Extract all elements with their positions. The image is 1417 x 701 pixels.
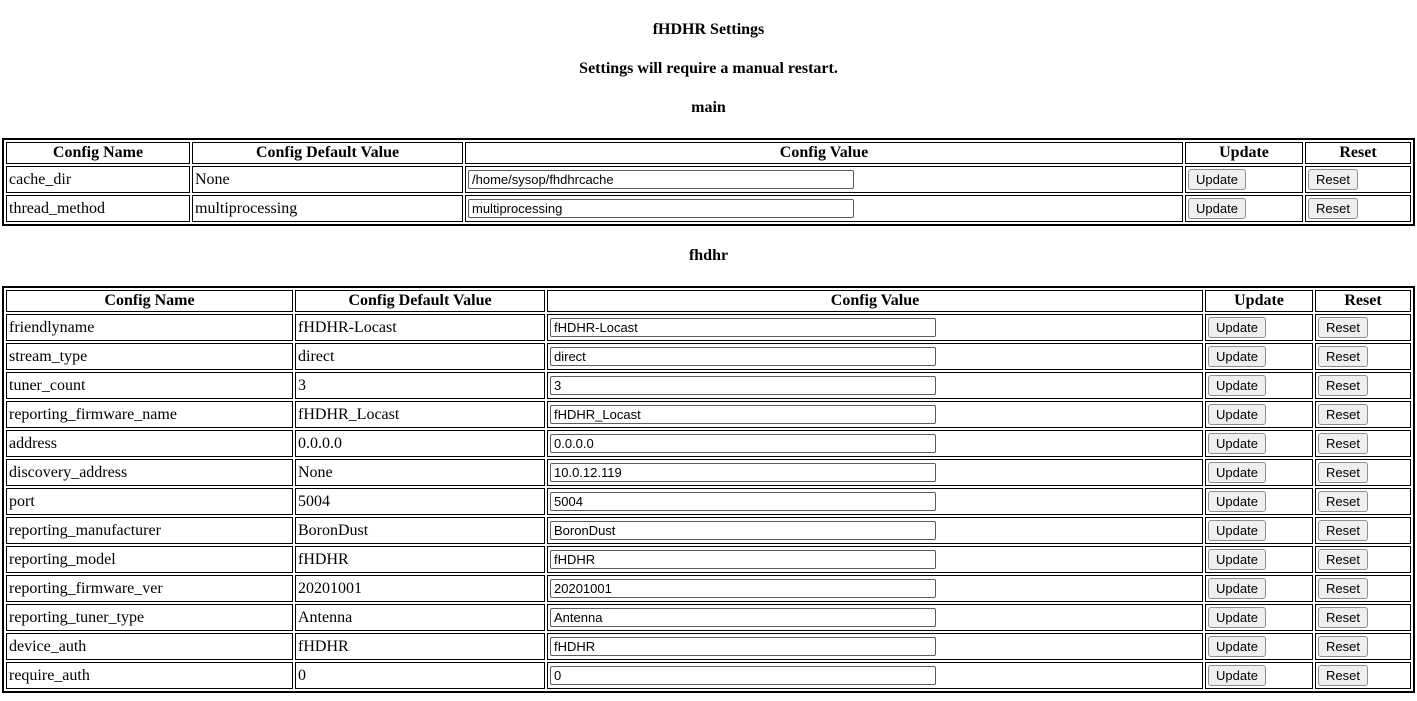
column-header-config-name: Config Name (6, 290, 293, 312)
config-value-cell (547, 459, 1203, 486)
config-value-cell (547, 401, 1203, 428)
update-button[interactable]: Update (1208, 375, 1266, 396)
update-button[interactable]: Update (1208, 578, 1266, 599)
reset-cell (1315, 575, 1411, 602)
config-name-cell: reporting_model (6, 546, 293, 573)
column-header-config-name: Config Name (6, 142, 190, 164)
column-header-config-value: Config Value (547, 290, 1203, 312)
update-cell (1205, 662, 1313, 689)
config-value-input[interactable] (468, 170, 854, 189)
update-cell (1205, 488, 1313, 515)
update-button[interactable]: Update (1188, 169, 1246, 190)
column-header-reset: Reset (1305, 142, 1411, 164)
reset-cell (1315, 459, 1411, 486)
config-name-cell: stream_type (6, 343, 293, 370)
config-value-cell (547, 430, 1203, 457)
config-name-cell: require_auth (6, 662, 293, 689)
config-value-input[interactable] (550, 463, 936, 482)
update-cell (1205, 343, 1313, 370)
config-value-input[interactable] (550, 550, 936, 569)
update-button[interactable]: Update (1208, 549, 1266, 570)
config-value-cell (547, 604, 1203, 631)
reset-button[interactable]: Reset (1308, 198, 1358, 219)
table-row (6, 314, 1411, 341)
config-value-cell (547, 662, 1203, 689)
config-default-value-cell: 3 (295, 372, 545, 399)
update-cell (1205, 430, 1313, 457)
update-button[interactable]: Update (1208, 491, 1266, 512)
reset-button[interactable]: Reset (1318, 520, 1368, 541)
config-value-cell (465, 166, 1183, 193)
reset-cell (1315, 517, 1411, 544)
config-name-cell: discovery_address (6, 459, 293, 486)
reset-cell (1315, 546, 1411, 573)
config-value-input[interactable] (550, 579, 936, 598)
config-default-value-cell: None (192, 166, 463, 193)
table-row (6, 343, 1411, 370)
reset-cell (1315, 488, 1411, 515)
config-name-cell: address (6, 430, 293, 457)
config-value-cell (547, 314, 1203, 341)
column-header-update: Update (1185, 142, 1303, 164)
config-value-input[interactable] (550, 608, 936, 627)
config-table-main (2, 138, 1415, 226)
reset-button[interactable]: Reset (1308, 169, 1358, 190)
table-row (6, 662, 1411, 689)
config-value-input[interactable] (550, 405, 936, 424)
config-value-input[interactable] (550, 376, 936, 395)
table-row (6, 401, 1411, 428)
reset-cell (1315, 633, 1411, 660)
update-cell (1205, 604, 1313, 631)
reset-cell (1305, 195, 1411, 222)
reset-button[interactable]: Reset (1318, 578, 1368, 599)
update-button[interactable]: Update (1188, 198, 1246, 219)
config-value-input[interactable] (550, 347, 936, 366)
section-heading-main: main (691, 99, 726, 116)
update-cell (1205, 372, 1313, 399)
page-title: fHDHR Settings (652, 21, 765, 38)
reset-cell (1305, 166, 1411, 193)
update-cell (1205, 517, 1313, 544)
column-header-config-default-value: Config Default Value (192, 142, 463, 164)
reset-button[interactable]: Reset (1318, 549, 1368, 570)
update-button[interactable]: Update (1208, 462, 1266, 483)
reset-cell (1315, 314, 1411, 341)
reset-cell (1315, 604, 1411, 631)
update-button[interactable]: Update (1208, 317, 1266, 338)
reset-button[interactable]: Reset (1318, 346, 1368, 367)
update-cell (1185, 195, 1303, 222)
config-default-value-cell: BoronDust (295, 517, 545, 544)
config-value-cell (547, 372, 1203, 399)
reset-button[interactable]: Reset (1318, 665, 1368, 686)
config-name-cell: friendlyname (6, 314, 293, 341)
table-row (6, 546, 1411, 573)
table-header-row (6, 142, 1411, 164)
config-table-fhdhr (2, 286, 1415, 693)
table-row (6, 195, 1411, 222)
update-cell (1205, 459, 1313, 486)
update-cell (1185, 166, 1303, 193)
column-header-config-value: Config Value (465, 142, 1183, 164)
table-row (6, 488, 1411, 515)
table-header-row (6, 290, 1411, 312)
update-button[interactable]: Update (1208, 665, 1266, 686)
reset-button[interactable]: Reset (1318, 491, 1368, 512)
config-default-value-cell: multiprocessing (192, 195, 463, 222)
table-row (6, 430, 1411, 457)
config-value-cell (465, 195, 1183, 222)
section-heading-fhdhr: fhdhr (688, 247, 729, 264)
reset-cell (1315, 662, 1411, 689)
config-value-input[interactable] (468, 199, 854, 218)
config-value-cell (547, 546, 1203, 573)
config-value-cell (547, 343, 1203, 370)
config-value-input[interactable] (550, 521, 936, 540)
table-row (6, 604, 1411, 631)
reset-button[interactable]: Reset (1318, 317, 1368, 338)
reset-cell (1315, 372, 1411, 399)
update-cell (1205, 633, 1313, 660)
update-button[interactable]: Update (1208, 346, 1266, 367)
table-row (6, 517, 1411, 544)
update-button[interactable]: Update (1208, 520, 1266, 541)
config-name-cell: reporting_firmware_name (6, 401, 293, 428)
update-button[interactable]: Update (1208, 433, 1266, 454)
update-button[interactable]: Update (1208, 607, 1266, 628)
column-header-config-default-value: Config Default Value (295, 290, 545, 312)
config-default-value-cell: fHDHR (295, 633, 545, 660)
reset-button[interactable]: Reset (1318, 433, 1368, 454)
reset-button[interactable]: Reset (1318, 607, 1368, 628)
config-default-value-cell: 0.0.0.0 (295, 430, 545, 457)
update-cell (1205, 314, 1313, 341)
reset-button[interactable]: Reset (1318, 636, 1368, 657)
update-cell (1205, 575, 1313, 602)
config-value-cell (547, 633, 1203, 660)
reset-button[interactable]: Reset (1318, 404, 1368, 425)
table-row (6, 575, 1411, 602)
config-default-value-cell: fHDHR (295, 546, 545, 573)
update-button[interactable]: Update (1208, 636, 1266, 657)
config-name-cell: device_auth (6, 633, 293, 660)
config-value-cell (547, 575, 1203, 602)
table-row (6, 633, 1411, 660)
config-value-input[interactable] (550, 434, 936, 453)
config-name-cell: thread_method (6, 195, 190, 222)
table-row (6, 372, 1411, 399)
config-name-cell: port (6, 488, 293, 515)
page-subtitle: Settings will require a manual restart. (579, 60, 838, 77)
update-cell (1205, 546, 1313, 573)
table-row (6, 459, 1411, 486)
config-name-cell: reporting_firmware_ver (6, 575, 293, 602)
config-default-value-cell: Antenna (295, 604, 545, 631)
config-name-cell: tuner_count (6, 372, 293, 399)
config-default-value-cell: None (295, 459, 545, 486)
config-default-value-cell: fHDHR-Locast (295, 314, 545, 341)
reset-button[interactable]: Reset (1318, 375, 1368, 396)
reset-button[interactable]: Reset (1318, 462, 1368, 483)
config-value-input[interactable] (550, 666, 936, 685)
config-value-input[interactable] (550, 492, 936, 511)
column-header-reset: Reset (1315, 290, 1411, 312)
table-row (6, 166, 1411, 193)
update-button[interactable]: Update (1208, 404, 1266, 425)
config-name-cell: cache_dir (6, 166, 190, 193)
config-value-cell (547, 488, 1203, 515)
config-name-cell: reporting_tuner_type (6, 604, 293, 631)
column-header-update: Update (1205, 290, 1313, 312)
config-default-value-cell: direct (295, 343, 545, 370)
config-default-value-cell: 5004 (295, 488, 545, 515)
config-value-input[interactable] (550, 318, 936, 337)
reset-cell (1315, 401, 1411, 428)
config-default-value-cell: 0 (295, 662, 545, 689)
update-cell (1205, 401, 1313, 428)
reset-cell (1315, 343, 1411, 370)
config-name-cell: reporting_manufacturer (6, 517, 293, 544)
config-default-value-cell: 20201001 (295, 575, 545, 602)
config-value-input[interactable] (550, 637, 936, 656)
reset-cell (1315, 430, 1411, 457)
config-value-cell (547, 517, 1203, 544)
config-default-value-cell: fHDHR_Locast (295, 401, 545, 428)
